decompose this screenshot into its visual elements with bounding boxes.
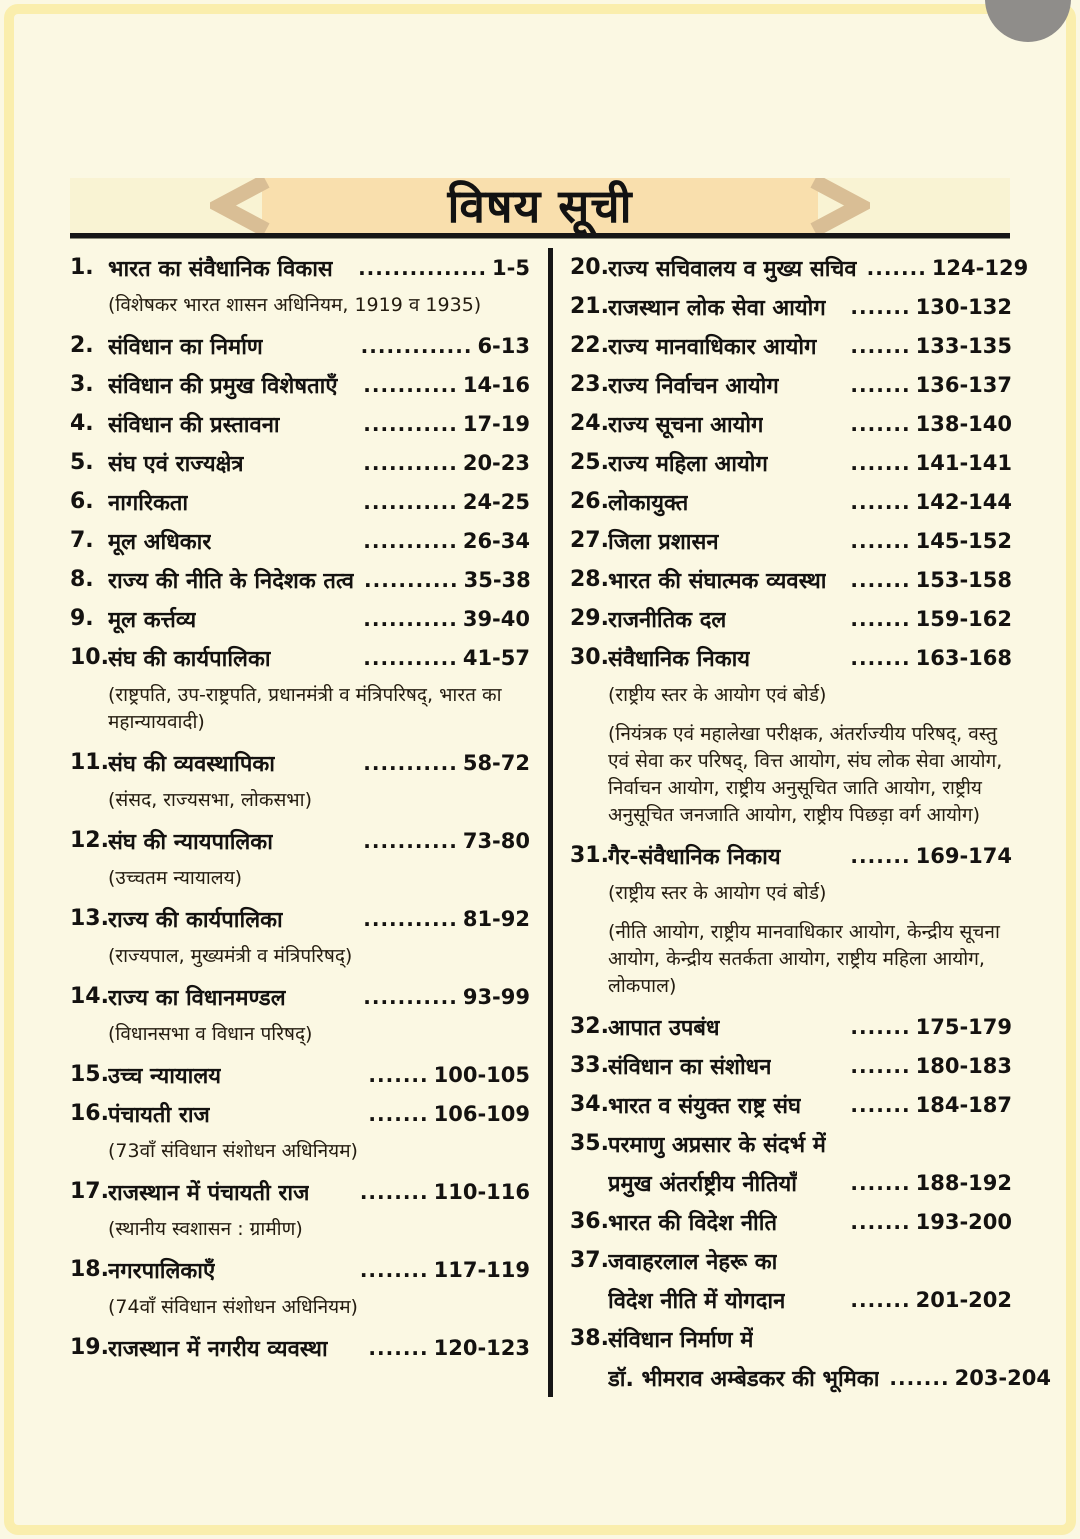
toc-entry <box>70 638 530 677</box>
toc-entry <box>570 1241 1012 1280</box>
toc-entry <box>570 560 1012 599</box>
entry-pages: 141-141 <box>915 450 1012 475</box>
entry-note: (राष्ट्रीय स्तर के आयोग एवं बोर्ड) <box>608 882 827 904</box>
toc-entry <box>70 1055 530 1094</box>
entry-title: उच्च न्यायालय <box>108 1063 222 1089</box>
entry-pages: 17-19 <box>462 411 530 436</box>
entry-title: संघ की कार्यपालिका <box>108 646 271 672</box>
entry-number: 26. <box>570 489 609 514</box>
toc-entry <box>570 482 1012 521</box>
entry-number: 34. <box>570 1092 609 1117</box>
entry-pages: 136-137 <box>915 372 1012 397</box>
toc-entry <box>70 248 530 287</box>
entry-number: 23. <box>570 372 609 397</box>
entry-pages: 35-38 <box>463 567 531 592</box>
entry-note: (राष्ट्रीय स्तर के आयोग एवं बोर्ड) <box>608 684 827 706</box>
entry-pages: 142-144 <box>915 489 1012 514</box>
entry-number: 9. <box>70 606 94 631</box>
entry-title: राजनीतिक दल <box>608 607 727 633</box>
entry-pages: 110-116 <box>433 1179 530 1204</box>
entry-title: राज्य मानवाधिकार आयोग <box>608 334 817 360</box>
entry-number: 16. <box>70 1101 109 1126</box>
entry-number: 1. <box>70 255 94 280</box>
dot-leader: ....... <box>850 567 911 592</box>
entry-pages: 153-158 <box>915 567 1012 592</box>
toc-entry <box>570 326 1012 365</box>
entry-title: संवैधानिक निकाय <box>608 646 751 672</box>
toc-entry <box>70 899 530 938</box>
entry-title: नगरपालिकाएँ <box>108 1258 216 1284</box>
entry-pages: 6-13 <box>477 333 530 358</box>
dot-leader: ....... <box>368 1335 429 1360</box>
entry-number: 35. <box>570 1131 609 1156</box>
toc-entry-continued <box>570 1358 1051 1397</box>
entry-number: 12. <box>70 828 109 853</box>
entry-pages: 100-105 <box>433 1062 530 1087</box>
entry-pages: 180-183 <box>915 1053 1012 1078</box>
entry-note: (विशेषकर भारत शासन अधिनियम, 1919 व 1935) <box>108 294 482 316</box>
entry-title: राज्य निर्वाचन आयोग <box>608 373 779 399</box>
toc-entry <box>70 521 530 560</box>
entry-title: भारत का संवैधानिक विकास <box>108 256 333 282</box>
toc-entry <box>570 1124 1012 1163</box>
entry-pages: 1-5 <box>492 255 530 280</box>
entry-number: 31. <box>570 843 609 868</box>
entry-title: राज्य महिला आयोग <box>608 451 768 477</box>
entry-number: 2. <box>70 333 94 358</box>
toc-entry <box>70 743 530 782</box>
entry-number: 25. <box>570 450 609 475</box>
entry-title: संविधान का संशोधन <box>608 1054 772 1080</box>
toc-entry <box>70 977 530 1016</box>
title-underline-rule <box>70 233 1010 239</box>
entry-pages: 138-140 <box>915 411 1012 436</box>
entry-title: लोकायुक्त <box>608 490 689 516</box>
toc-entry <box>570 1046 1012 1085</box>
entry-title: राज्य की कार्यपालिका <box>108 907 283 933</box>
dot-leader: ....... <box>850 1053 911 1078</box>
dot-leader: ........... <box>363 411 458 436</box>
entry-title: जिला प्रशासन <box>608 529 719 555</box>
entry-pages: 184-187 <box>915 1092 1012 1117</box>
dot-leader: ....... <box>850 1287 911 1312</box>
toc-column-right <box>570 248 1051 1397</box>
entry-pages: 106-109 <box>433 1101 530 1126</box>
entry-pages: 120-123 <box>433 1335 530 1360</box>
entry-title: मूल अधिकार <box>108 529 212 555</box>
entry-pages: 93-99 <box>462 984 530 1009</box>
entry-number: 20. <box>570 255 609 280</box>
entry-pages: 41-57 <box>462 645 530 670</box>
entry-number: 18. <box>70 1257 109 1282</box>
toc-entry-continued <box>570 1280 1012 1319</box>
entry-title: राजस्थान में नगरीय व्यवस्था <box>108 1336 328 1362</box>
corner-overlay-circle <box>985 0 1071 42</box>
entry-note: (74वाँ संविधान संशोधन अधिनियम) <box>108 1296 358 1318</box>
entry-number: 8. <box>70 567 94 592</box>
entry-number: 10. <box>70 645 109 670</box>
entry-title: संघ की व्यवस्थापिका <box>108 751 275 777</box>
title-banner <box>70 178 1010 233</box>
toc-entry <box>570 599 1012 638</box>
dot-leader: ....... <box>850 1209 911 1234</box>
entry-pages: 81-92 <box>462 906 530 931</box>
entry-pages: 124-129 <box>931 255 1029 280</box>
dot-leader: ........... <box>363 606 458 631</box>
entry-title: संविधान की प्रमुख विशेषताएँ <box>108 373 338 399</box>
toc-entry <box>70 560 530 599</box>
entry-title: भारत की संघात्मक व्यवस्था <box>608 568 827 594</box>
dot-leader: ....... <box>850 1092 911 1117</box>
entry-note: (संसद, राज्यसभा, लोकसभा) <box>108 789 312 811</box>
dot-leader: ........... <box>363 489 458 514</box>
entry-title: परमाणु अप्रसार के संदर्भ में <box>608 1132 826 1158</box>
entry-pages: 14-16 <box>462 372 530 397</box>
dot-leader: ....... <box>850 843 911 868</box>
dot-leader: ....... <box>850 372 911 397</box>
entry-title: जवाहरलाल नेहरू का <box>608 1249 778 1275</box>
entry-title: संघ एवं राज्यक्षेत्र <box>108 451 244 477</box>
toc-entry <box>70 365 530 404</box>
entry-pages: 203-204 <box>954 1365 1051 1390</box>
toc-entry <box>70 326 530 365</box>
entry-title: संघ की न्यायपालिका <box>108 829 273 855</box>
column-divider <box>548 248 553 1397</box>
entry-number: 33. <box>570 1053 609 1078</box>
toc-entry <box>570 521 1012 560</box>
entry-title: मूल कर्त्तव्य <box>108 607 197 633</box>
toc-column-left <box>70 248 530 1367</box>
entry-number: 19. <box>70 1335 109 1360</box>
dot-leader: ........... <box>363 906 458 931</box>
dot-leader: ....... <box>850 333 911 358</box>
toc-entry <box>570 638 1012 677</box>
entry-title: गैर-संवैधानिक निकाय <box>608 844 781 870</box>
entry-pages: 163-168 <box>915 645 1012 670</box>
entry-pages: 201-202 <box>915 1287 1012 1312</box>
toc-entry <box>570 1202 1012 1241</box>
dot-leader: ....... <box>866 255 927 280</box>
entry-number: 5. <box>70 450 94 475</box>
dot-leader: ....... <box>850 606 911 631</box>
entry-number: 37. <box>570 1248 609 1273</box>
dot-leader: ........ <box>359 1179 429 1204</box>
entry-pages: 175-179 <box>915 1014 1012 1039</box>
entry-note: (स्थानीय स्वशासन : ग्रामीण) <box>108 1218 303 1240</box>
entry-number: 32. <box>570 1014 609 1039</box>
entry-pages: 169-174 <box>915 843 1012 868</box>
entry-pages: 130-132 <box>915 294 1012 319</box>
dot-leader: ....... <box>850 1014 911 1039</box>
toc-entry <box>570 443 1012 482</box>
entry-pages: 73-80 <box>462 828 530 853</box>
entry-number: 21. <box>570 294 609 319</box>
dot-leader: ....... <box>368 1062 429 1087</box>
dot-leader: ....... <box>850 528 911 553</box>
toc-entry-continued <box>570 1163 1012 1202</box>
toc-entry <box>70 1328 530 1367</box>
page-title: विषय सूची <box>447 179 633 233</box>
entry-title: संविधान निर्माण में <box>608 1327 754 1353</box>
dot-leader: ............... <box>358 255 488 280</box>
entry-note: (नीति आयोग, राष्ट्रीय मानवाधिकार आयोग, केन्द्रीय सूचना आयोग, केन्द्रीय सतर्कता आयोग, राष्ट्रीय महिला आयोग, लोकपाल) <box>608 921 1000 997</box>
entry-pages: 159-162 <box>915 606 1012 631</box>
toc-entry <box>570 1085 1012 1124</box>
entry-pages: 58-72 <box>462 750 530 775</box>
entry-note: (राष्ट्रपति, उप-राष्ट्रपति, प्रधानमंत्री व मंत्रिपरिषद्, भारत का महान्यायवादी) <box>108 684 502 733</box>
entry-pages: 117-119 <box>433 1257 530 1282</box>
toc-entry <box>570 365 1012 404</box>
entry-number: 7. <box>70 528 94 553</box>
entry-number: 15. <box>70 1062 109 1087</box>
toc-entry <box>70 1094 530 1133</box>
entry-title: राज्य सूचना आयोग <box>608 412 764 438</box>
dot-leader: ............. <box>360 333 473 358</box>
dot-leader: ....... <box>368 1101 429 1126</box>
dot-leader: ........... <box>363 750 458 775</box>
dot-leader: ....... <box>850 411 911 436</box>
entry-note: (73वाँ संविधान संशोधन अधिनियम) <box>108 1140 358 1162</box>
entry-number: 28. <box>570 567 609 592</box>
entry-title: पंचायती राज <box>108 1102 210 1128</box>
toc-entry <box>570 404 1012 443</box>
entry-pages: 26-34 <box>462 528 530 553</box>
toc-entry <box>570 1007 1012 1046</box>
entry-number: 11. <box>70 750 109 775</box>
dot-leader: ........... <box>363 645 458 670</box>
entry-title: संविधान की प्रस्तावना <box>108 412 280 438</box>
toc-entry <box>70 1250 530 1289</box>
toc-entry <box>70 599 530 638</box>
dot-leader: ........... <box>363 528 458 553</box>
entry-note: (राज्यपाल, मुख्यमंत्री व मंत्रिपरिषद्) <box>108 945 353 967</box>
dot-leader: ....... <box>850 645 911 670</box>
toc-entry <box>570 1319 1012 1358</box>
dot-leader: ........ <box>359 1257 429 1282</box>
toc-entry <box>70 443 530 482</box>
entry-title: विदेश नीति में योगदान <box>608 1288 786 1314</box>
entry-note: (नियंत्रक एवं महालेखा परीक्षक, अंतर्राज्यीय परिषद्, वस्तु एवं सेवा कर परिषद्, वित्त आयोग, संघ लोक सेवा आयोग, निर्वाचन आयोग, राष्ट्रीय अनुसूचित जाति आयोग, राष्ट्रीय अनुसूचित जनजाति आयोग, राष्ट्रीय पिछड़ा वर्ग आयोग) <box>608 723 1003 826</box>
toc-columns <box>70 248 1051 1397</box>
entry-pages: 145-152 <box>915 528 1012 553</box>
dot-leader: ........... <box>363 450 458 475</box>
entry-title: राजस्थान लोक सेवा आयोग <box>608 295 826 321</box>
entry-title: राजस्थान में पंचायती राज <box>108 1180 310 1206</box>
entry-title: राज्य सचिवालय व मुख्य सचिव <box>608 256 857 282</box>
entry-title: प्रमुख अंतर्राष्ट्रीय नीतियाँ <box>608 1171 797 1197</box>
entry-number: 3. <box>70 372 94 397</box>
entry-pages: 193-200 <box>915 1209 1012 1234</box>
entry-number: 27. <box>570 528 609 553</box>
entry-pages: 20-23 <box>462 450 530 475</box>
toc-entry <box>570 287 1012 326</box>
toc-entry <box>70 821 530 860</box>
entry-title: भारत व संयुक्त राष्ट्र संघ <box>608 1093 801 1119</box>
entry-title: भारत की विदेश नीति <box>608 1210 777 1236</box>
entry-number: 24. <box>570 411 609 436</box>
entry-note: (उच्चतम न्यायालय) <box>108 867 243 889</box>
dot-leader: ........... <box>364 567 459 592</box>
entry-pages: 24-25 <box>462 489 530 514</box>
dot-leader: ....... <box>850 294 911 319</box>
toc-entry <box>570 836 1012 875</box>
toc-entry <box>70 482 530 521</box>
entry-title: राज्य का विधानमण्डल <box>108 985 286 1011</box>
entry-number: 6. <box>70 489 94 514</box>
entry-note: (विधानसभा व विधान परिषद्) <box>108 1023 313 1045</box>
entry-number: 22. <box>570 333 609 358</box>
entry-title: डॉ. भीमराव अम्बेडकर की भूमिका <box>608 1366 880 1392</box>
entry-number: 17. <box>70 1179 109 1204</box>
dot-leader: ....... <box>850 450 911 475</box>
dot-leader: ....... <box>850 1170 911 1195</box>
entry-title: राज्य की नीति के निदेशक तत्व <box>108 568 355 594</box>
entry-number: 13. <box>70 906 109 931</box>
dot-leader: ........... <box>363 828 458 853</box>
toc-entry <box>70 1172 530 1211</box>
entry-title: आपात उपबंध <box>608 1015 720 1041</box>
entry-pages: 188-192 <box>915 1170 1012 1195</box>
entry-number: 36. <box>570 1209 609 1234</box>
dot-leader: ....... <box>889 1365 950 1390</box>
entry-number: 30. <box>570 645 609 670</box>
entry-number: 29. <box>570 606 609 631</box>
entry-pages: 133-135 <box>915 333 1012 358</box>
entry-pages: 39-40 <box>462 606 530 631</box>
toc-entry <box>570 248 1029 287</box>
entry-title: नागरिकता <box>108 490 189 516</box>
dot-leader: ........... <box>363 372 458 397</box>
dot-leader: ....... <box>850 489 911 514</box>
toc-entry <box>70 404 530 443</box>
entry-title: संविधान का निर्माण <box>108 334 263 360</box>
entry-number: 38. <box>570 1326 609 1351</box>
entry-number: 14. <box>70 984 109 1009</box>
dot-leader: ........... <box>363 984 458 1009</box>
entry-number: 4. <box>70 411 94 436</box>
